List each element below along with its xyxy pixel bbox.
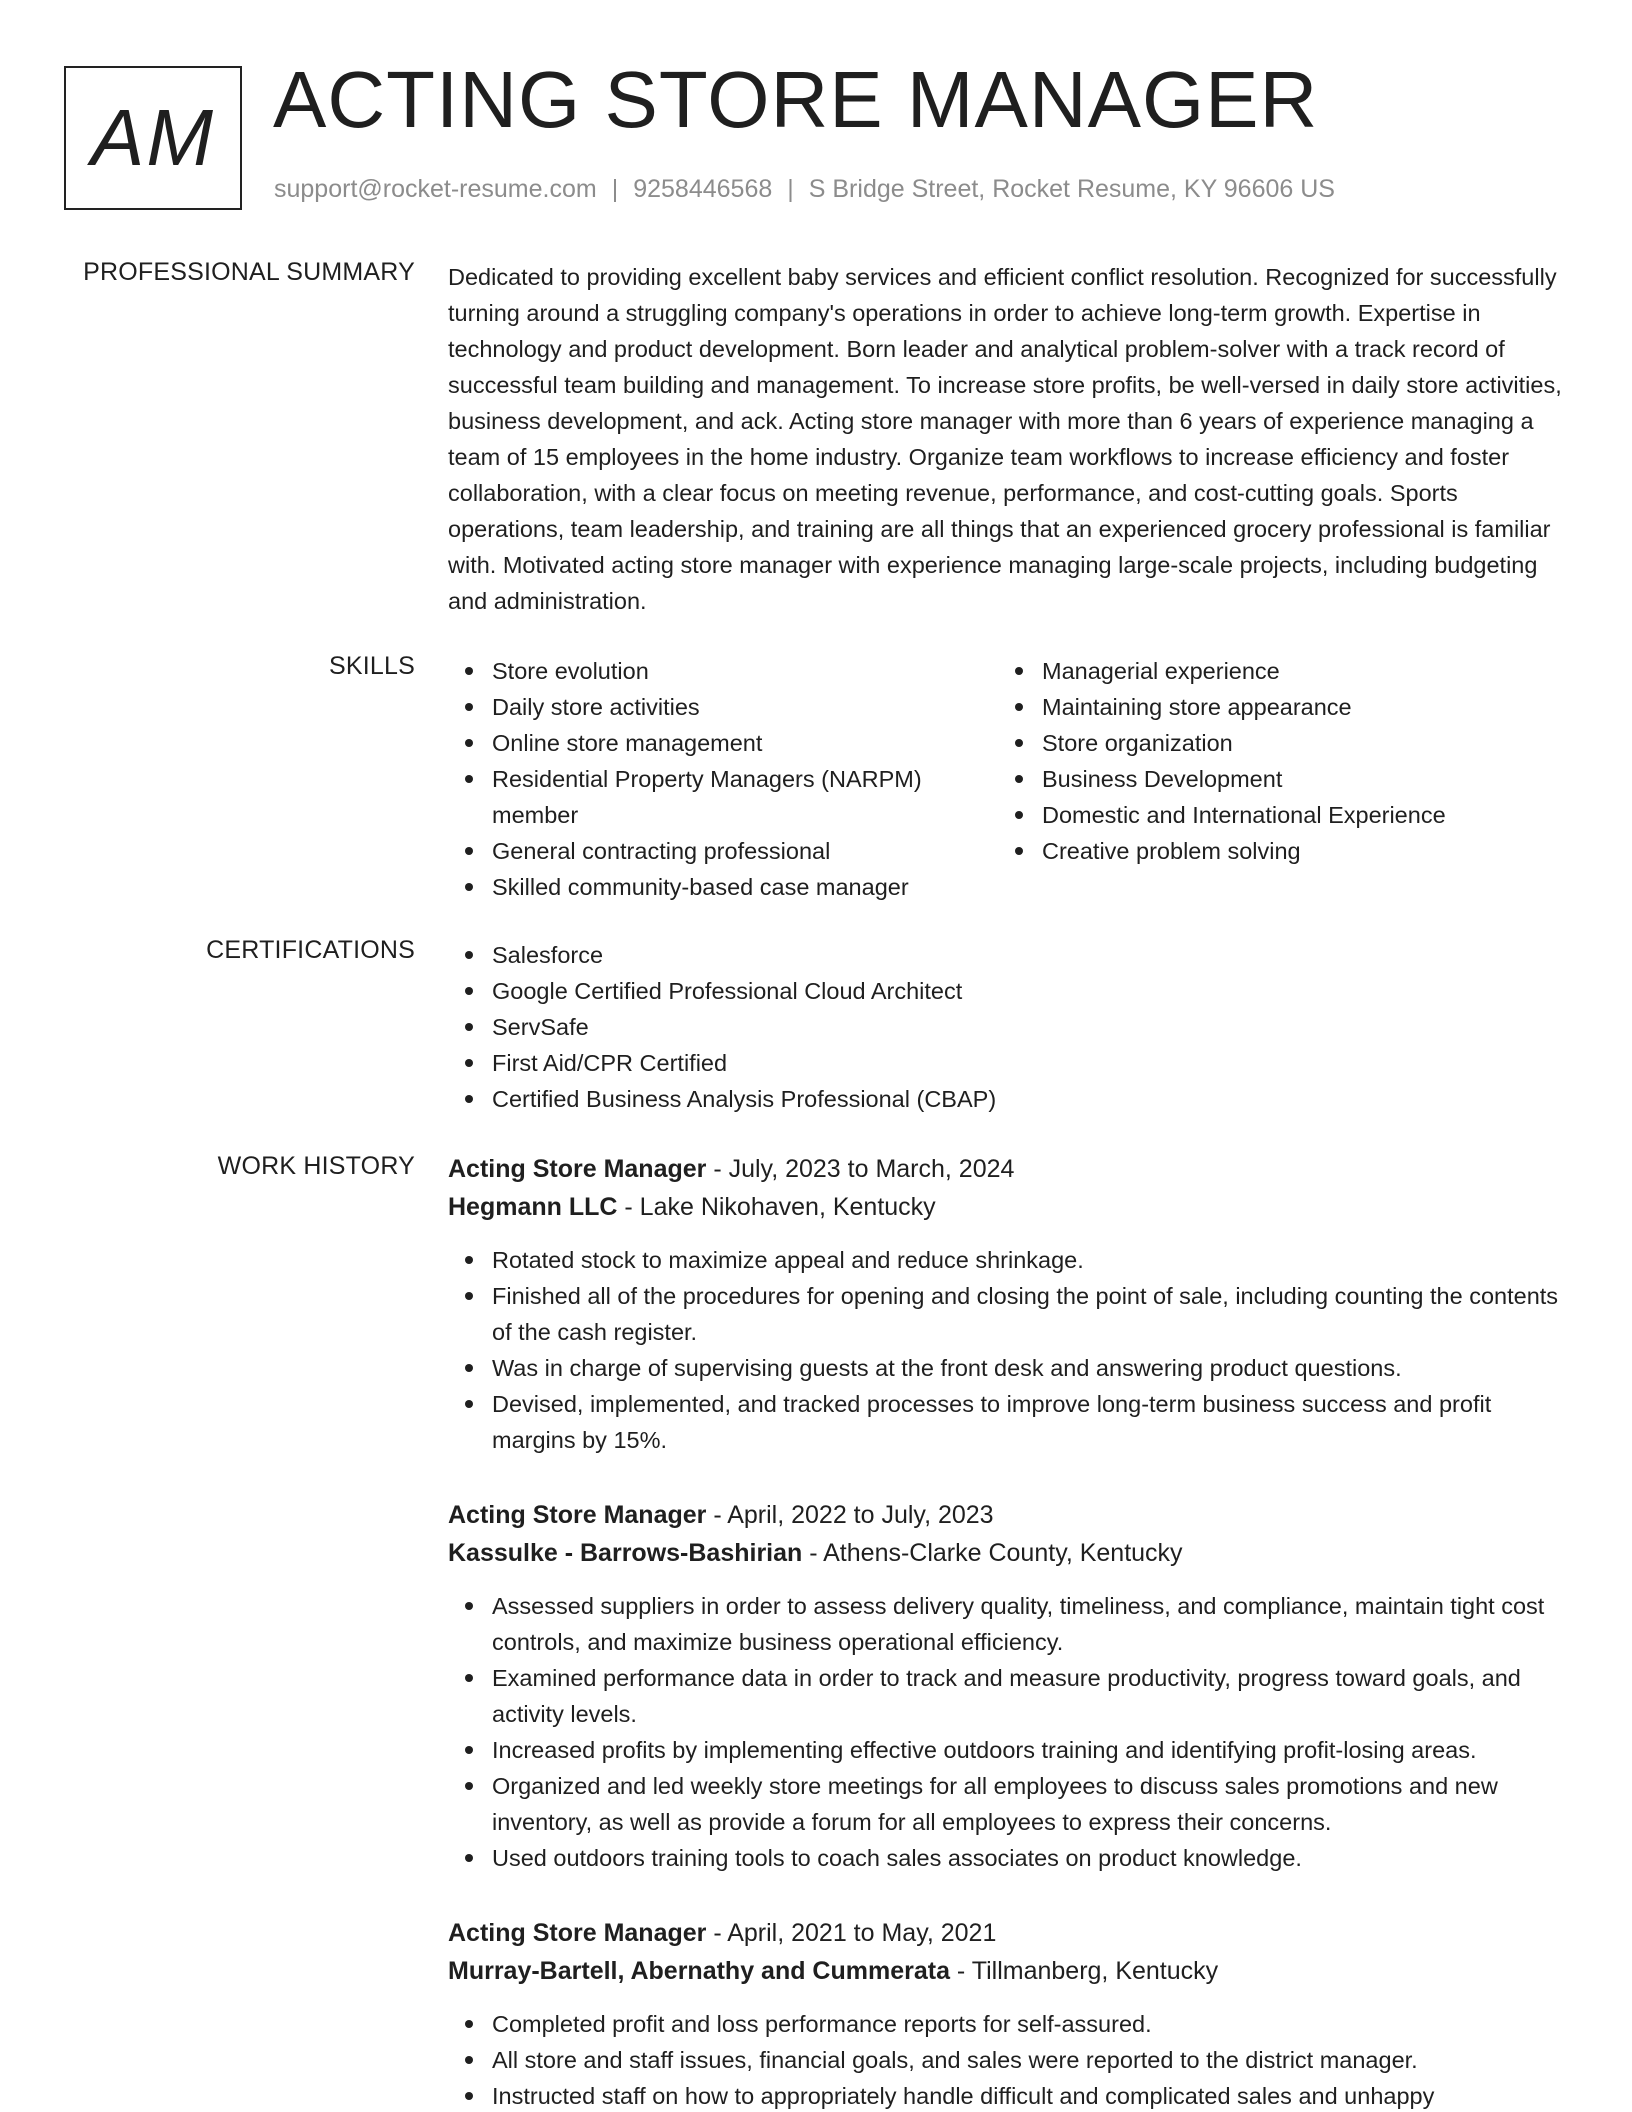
contact-address: S Bridge Street, Rocket Resume, KY 96606 US <box>808 175 1335 203</box>
skill-item: Managerial experience <box>998 653 1538 689</box>
skill-item: Store organization <box>998 725 1538 761</box>
job-bullet: Rotated stock to maximize appeal and reduce shrinkage. <box>448 1242 1568 1278</box>
contact-email: support@rocket-resume.com <box>274 175 597 203</box>
job-location: - Tillmanberg, Kentucky <box>949 1957 1219 1985</box>
job-location: - Athens-Clarke County, Kentucky <box>802 1539 1183 1567</box>
job-bullet: Increased profits by implementing effective outdoors training and identifying profit-losing areas. <box>448 1732 1568 1768</box>
contact-phone: 9258446568 <box>633 175 773 203</box>
skill-item: Daily store activities <box>448 689 998 725</box>
job-title-line <box>448 1496 1568 1534</box>
job-bullet: Examined performance data in order to track and measure productivity, progress toward goals, and activity levels. <box>448 1660 1568 1732</box>
job-company-line <box>448 1188 1568 1226</box>
section-label-certifications: CERTIFICATIONS <box>206 936 415 964</box>
job-company: Kassulke - Barrows-Bashirian <box>448 1539 803 1567</box>
job-bullets <box>448 1588 1568 1876</box>
job-title: Acting Store Manager <box>448 1155 707 1183</box>
monogram-initials: AM <box>91 93 215 182</box>
job-entry <box>448 1150 1568 1458</box>
certification-item: Google Certified Professional Cloud Architect <box>448 973 1568 1009</box>
job-title: Acting Store Manager <box>448 1919 707 1947</box>
contact-separator: | <box>611 175 619 203</box>
skills-columns <box>448 653 1568 905</box>
job-bullet: Devised, implemented, and tracked processes to improve long-term business success and profit margins by 15%. <box>448 1386 1568 1458</box>
job-title-line <box>448 1914 1568 1952</box>
job-title-line <box>448 1150 1568 1188</box>
job-bullet: Organized and led weekly store meetings for all employees to discuss sales promotions and new inventory, as well as provide a forum for all employees to express their concerns. <box>448 1768 1568 1840</box>
certification-item: Salesforce <box>448 937 1568 973</box>
job-location: - Lake Nikohaven, Kentucky <box>617 1193 936 1221</box>
job-dates: - July, 2023 to March, 2024 <box>706 1155 1015 1183</box>
skill-item: General contracting professional <box>448 833 998 869</box>
skill-item: Store evolution <box>448 653 998 689</box>
job-entry <box>448 1914 1568 2112</box>
contact-separator: | <box>787 175 794 203</box>
job-bullets <box>448 2006 1568 2112</box>
skill-item: Business Development <box>998 761 1538 797</box>
job-bullet: Completed profit and loss performance reports for self-assured. <box>448 2006 1568 2042</box>
certification-item: ServSafe <box>448 1009 1568 1045</box>
job-bullet: Assessed suppliers in order to assess delivery quality, timeliness, and compliance, maintain tight cost controls, and maximize business operational efficiency. <box>448 1588 1568 1660</box>
job-bullet: Used outdoors training tools to coach sales associates on product knowledge. <box>448 1840 1568 1876</box>
summary-text: Dedicated to providing excellent baby services and efficient conflict resolution. Recognized for successfully turning around a struggling company's operations in order to achieve long-term growth. Expertise in technology and product development. Born leader and analytical problem-solver with a track record of successful team building and management. To increase store profits, be well-versed in daily store activities, business development, and ack. Acting store manager with more than 6 years of experience managing a team of 15 employees in the home industry. Organize team workflows to increase efficiency and foster collaboration, with a clear focus on meeting revenue, performance, and cost-cutting goals. Sports operations, team leadership, and training are all things that an experienced grocery professional is familiar with. Motivated acting store manager with experience managing large-scale projects, including budgeting and administration. <box>448 264 1562 614</box>
job-company-line <box>448 1534 1568 1572</box>
job-dates: - April, 2022 to July, 2023 <box>706 1501 994 1529</box>
work-history-list <box>448 1150 1568 2112</box>
skill-item: Online store management <box>448 725 998 761</box>
skill-item: Skilled community-based case manager <box>448 869 998 905</box>
job-bullet: All store and staff issues, financial goals, and sales were reported to the district manager. <box>448 2042 1568 2078</box>
job-bullet: Instructed staff on how to appropriately handle difficult and complicated sales and unhappy <box>448 2078 1568 2112</box>
certification-item: First Aid/CPR Certified <box>448 1045 1568 1081</box>
skills-list-left <box>448 653 998 905</box>
job-dates: - April, 2021 to May, 2021 <box>706 1919 997 1947</box>
job-bullet: Finished all of the procedures for opening and closing the point of sale, including counting the contents of the cash register. <box>448 1278 1568 1350</box>
monogram-box <box>64 66 242 210</box>
section-label-summary: PROFESSIONAL SUMMARY <box>83 258 415 286</box>
skill-item: Domestic and International Experience <box>998 797 1538 833</box>
job-title: Acting Store Manager <box>448 1501 707 1529</box>
skills-list-right <box>998 653 1538 905</box>
skill-item: Maintaining store appearance <box>998 689 1538 725</box>
page-title: ACTING STORE MANAGER <box>273 55 1319 144</box>
certifications-list <box>448 937 1568 1117</box>
job-company-line <box>448 1952 1568 1990</box>
job-bullets <box>448 1242 1568 1458</box>
job-company: Hegmann LLC <box>448 1193 618 1221</box>
section-label-work-history: WORK HISTORY <box>217 1152 415 1180</box>
skill-item: Creative problem solving <box>998 833 1538 869</box>
skill-item: Residential Property Managers (NARPM) member <box>448 761 998 833</box>
section-label-skills: SKILLS <box>329 652 415 680</box>
job-entry <box>448 1496 1568 1876</box>
certification-item: Certified Business Analysis Professional (CBAP) <box>448 1081 1568 1117</box>
contact-line <box>274 175 1335 204</box>
job-bullet: Was in charge of supervising guests at the front desk and answering product questions. <box>448 1350 1568 1386</box>
job-company: Murray-Bartell, Abernathy and Cummerata <box>448 1957 950 1985</box>
